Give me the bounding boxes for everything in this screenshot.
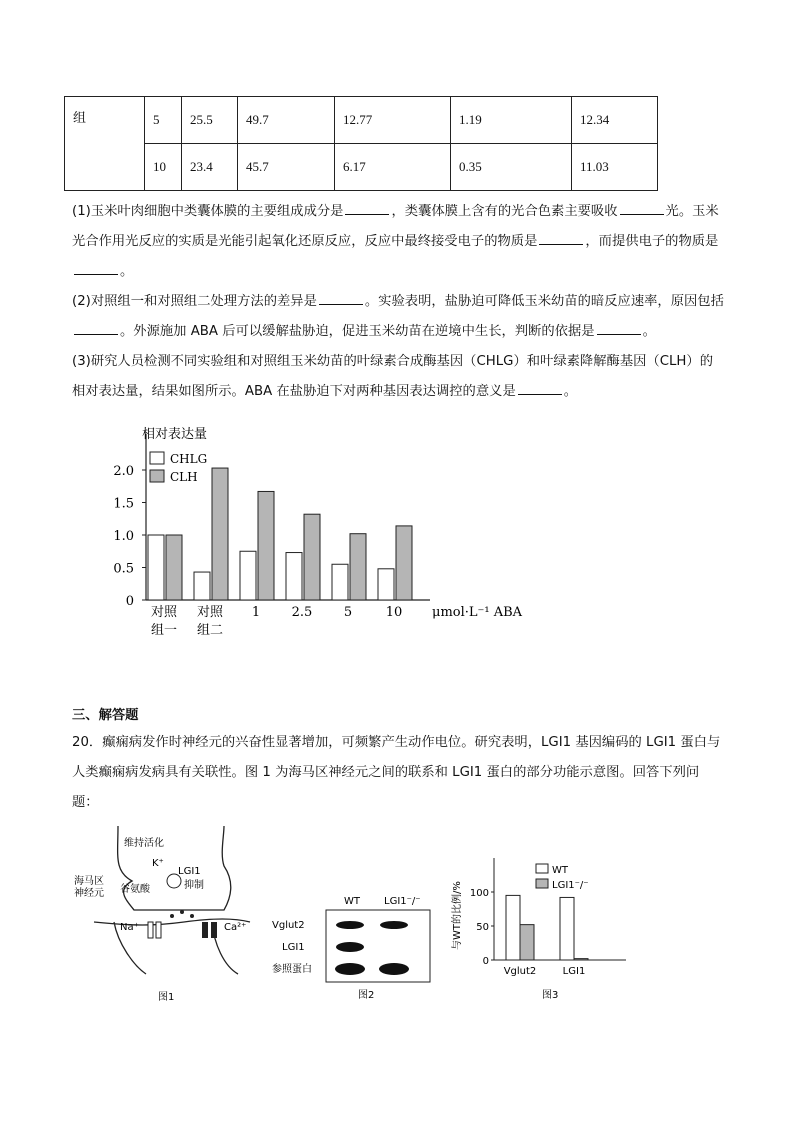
x-tick-label: 组一	[150, 623, 178, 638]
data-table	[64, 96, 658, 191]
table-cell: 6.17	[335, 144, 451, 191]
label-maintain-activation: 维持活化	[124, 838, 164, 849]
x-tick-label: 1	[251, 605, 261, 620]
ca-channel	[211, 922, 217, 938]
text: (1)玉米叶肉细胞中类囊体膜的主要组成成分是	[72, 204, 344, 219]
blot-band	[336, 921, 364, 929]
question-part-3	[72, 347, 724, 407]
blot-band	[335, 963, 365, 975]
fig3-y-tick-label: 0	[482, 956, 489, 967]
text: (2)对照组一和对照组二处理方法的差异是	[72, 294, 317, 309]
vesicle	[190, 914, 194, 918]
blot-row-label: Vglut2	[272, 920, 305, 931]
bar-chlg	[194, 572, 210, 600]
fig3-legend-wt	[536, 864, 548, 873]
blot-row-label: 参照蛋白	[272, 964, 312, 975]
text: 。	[563, 384, 578, 399]
bar-chlg	[378, 569, 394, 600]
label-k: K⁺	[152, 858, 164, 869]
figure-2-western-blot	[272, 890, 442, 1005]
label-ca: Ca²⁺	[224, 922, 247, 933]
table-cell: 49.7	[238, 97, 335, 144]
blot-col-ko: LGI1⁻/⁻	[384, 896, 421, 907]
figure-3-caption: 图3	[542, 990, 559, 1001]
text: 。实验表明，盐胁迫可降低玉米幼苗的暗反应速率，原因包括	[364, 294, 724, 309]
fig3-y-tick-label: 50	[476, 922, 489, 933]
y-axis-label: 相对表达量	[142, 427, 208, 442]
text: 。外源施加 ABA 后可以缓解盐胁迫，促进玉米幼苗在逆境中生长，判断的依据是	[120, 324, 595, 339]
x-axis-label: μmol·L⁻¹ ABA	[432, 605, 523, 620]
fig3-x-tick-label: LGI1	[562, 966, 586, 977]
question-20-text	[72, 728, 724, 818]
figure-3-bar-chart	[450, 850, 630, 1005]
fig3-bar-wt	[560, 897, 574, 960]
text: ，类囊体膜上含有的光合色素主要吸收	[391, 204, 618, 219]
table-cell: 1.19	[451, 97, 572, 144]
text: 。	[120, 264, 134, 279]
legend-swatch	[150, 470, 164, 482]
blot-row-label: LGI1	[282, 942, 305, 953]
fig3-x-tick-label: Vglut2	[503, 966, 537, 977]
vesicle	[167, 874, 181, 888]
text: (3)研究人员检测不同实验组和对照组玉米幼苗的叶绿素合成酶基因（CHLG）和叶绿素降解酶基因（CLH）的相对表达量，结果如图所示。ABA 在盐胁迫下对两种基因表达调控的意义是	[72, 354, 713, 399]
answer-blank	[319, 292, 363, 305]
bar-chlg	[286, 553, 302, 600]
fig3-bar-wt	[506, 895, 520, 960]
table-cell: 25.5	[182, 97, 238, 144]
fig3-bar-ko	[574, 959, 588, 960]
answer-blank	[345, 202, 389, 215]
bar-chlg	[240, 551, 256, 600]
table-cell: 0.35	[451, 144, 572, 191]
figure-1-caption: 图1	[158, 992, 175, 1003]
x-tick-label: 对照	[150, 605, 178, 620]
bar-clh	[350, 534, 366, 600]
fig3-y-tick-label: 100	[469, 888, 489, 899]
table-cell: 12.77	[335, 97, 451, 144]
question-part-1	[72, 197, 724, 287]
table-cell: 10	[145, 144, 182, 191]
fig3-legend-ko	[536, 879, 548, 888]
label-lgi1: LGI1	[178, 866, 201, 877]
fig3-legend-wt-label: WT	[552, 865, 568, 876]
x-tick-label: 5	[343, 605, 353, 620]
section-heading: 三、解答题	[72, 708, 139, 723]
answer-blank	[74, 262, 118, 275]
label-neuron-2: 神经元	[74, 888, 104, 899]
blot-band	[379, 963, 409, 975]
table-group-cell: 组	[65, 97, 145, 191]
answer-blank	[539, 232, 583, 245]
blot-band	[380, 921, 408, 929]
y-tick-label: 0.5	[113, 561, 134, 577]
blot-col-wt: WT	[344, 896, 360, 907]
text: ，而提供电子的物质是	[585, 234, 719, 249]
y-tick-label: 2.0	[113, 464, 134, 479]
table-cell: 12.34	[572, 97, 658, 144]
bar-clh	[396, 526, 412, 600]
text: 。	[642, 324, 656, 339]
table-cell: 23.4	[182, 144, 238, 191]
fig3-legend-ko-label: LGI1⁻/⁻	[552, 880, 589, 891]
table-cell: 5	[145, 97, 182, 144]
y-tick-label: 1.5	[113, 496, 134, 512]
label-na: Na⁺	[120, 922, 139, 933]
question-19-text	[72, 197, 724, 407]
bar-chlg	[148, 535, 164, 600]
table-row	[65, 144, 658, 191]
text: 光。玉米光合作用光反应的实质是光能引起氧化还原反应，反应中最终接受电子的物质是	[72, 204, 719, 249]
answer-blank	[518, 382, 562, 395]
label-inhibit: 抑制	[184, 880, 204, 891]
figure-2-caption: 图2	[358, 990, 375, 1001]
x-tick-label: 2.5	[291, 605, 313, 620]
answer-blank	[597, 322, 641, 335]
bar-clh	[304, 514, 320, 600]
y-tick-label: 0	[125, 594, 134, 609]
question-20-stem: 20．癫痫病发作时神经元的兴奋性显著增加，可频繁产生动作电位。研究表明，LGI1 基因编码的 LGI1 蛋白与人类癫痫病发病具有关联性。图 1 为海马区神经元之间的联系和 LGI1 蛋白的部分功能示意图。回答下列问题：	[72, 735, 721, 810]
x-tick-label: 10	[385, 605, 403, 620]
legend-swatch	[150, 452, 164, 464]
label-neuron-1: 海马区	[74, 876, 104, 887]
table-cell: 45.7	[238, 144, 335, 191]
vesicle	[180, 910, 184, 914]
x-tick-label: 对照	[196, 605, 224, 620]
vesicle	[170, 914, 174, 918]
fig3-y-label: 与WT的比例/%	[452, 881, 463, 950]
bar-clh	[166, 535, 182, 600]
question-part-2	[72, 287, 724, 347]
table-cell: 11.03	[572, 144, 658, 191]
na-channel	[148, 922, 153, 938]
answer-blank	[620, 202, 664, 215]
na-channel	[156, 922, 161, 938]
legend-label: CLH	[170, 470, 198, 484]
figure-1-synapse	[74, 826, 274, 1006]
bar-clh	[258, 491, 274, 600]
bar-clh	[212, 468, 228, 600]
fig3-bar-ko	[520, 925, 534, 960]
blot-band	[336, 942, 364, 952]
legend-label: CHLG	[170, 452, 208, 466]
y-tick-label: 1.0	[113, 529, 134, 544]
label-glutamate: 谷氨酸	[120, 884, 150, 895]
bar-chlg	[332, 564, 348, 600]
answer-blank	[74, 322, 118, 335]
ca-channel	[202, 922, 208, 938]
x-tick-label: 组二	[196, 623, 224, 638]
expression-bar-chart	[90, 418, 560, 648]
table-row	[65, 97, 658, 144]
